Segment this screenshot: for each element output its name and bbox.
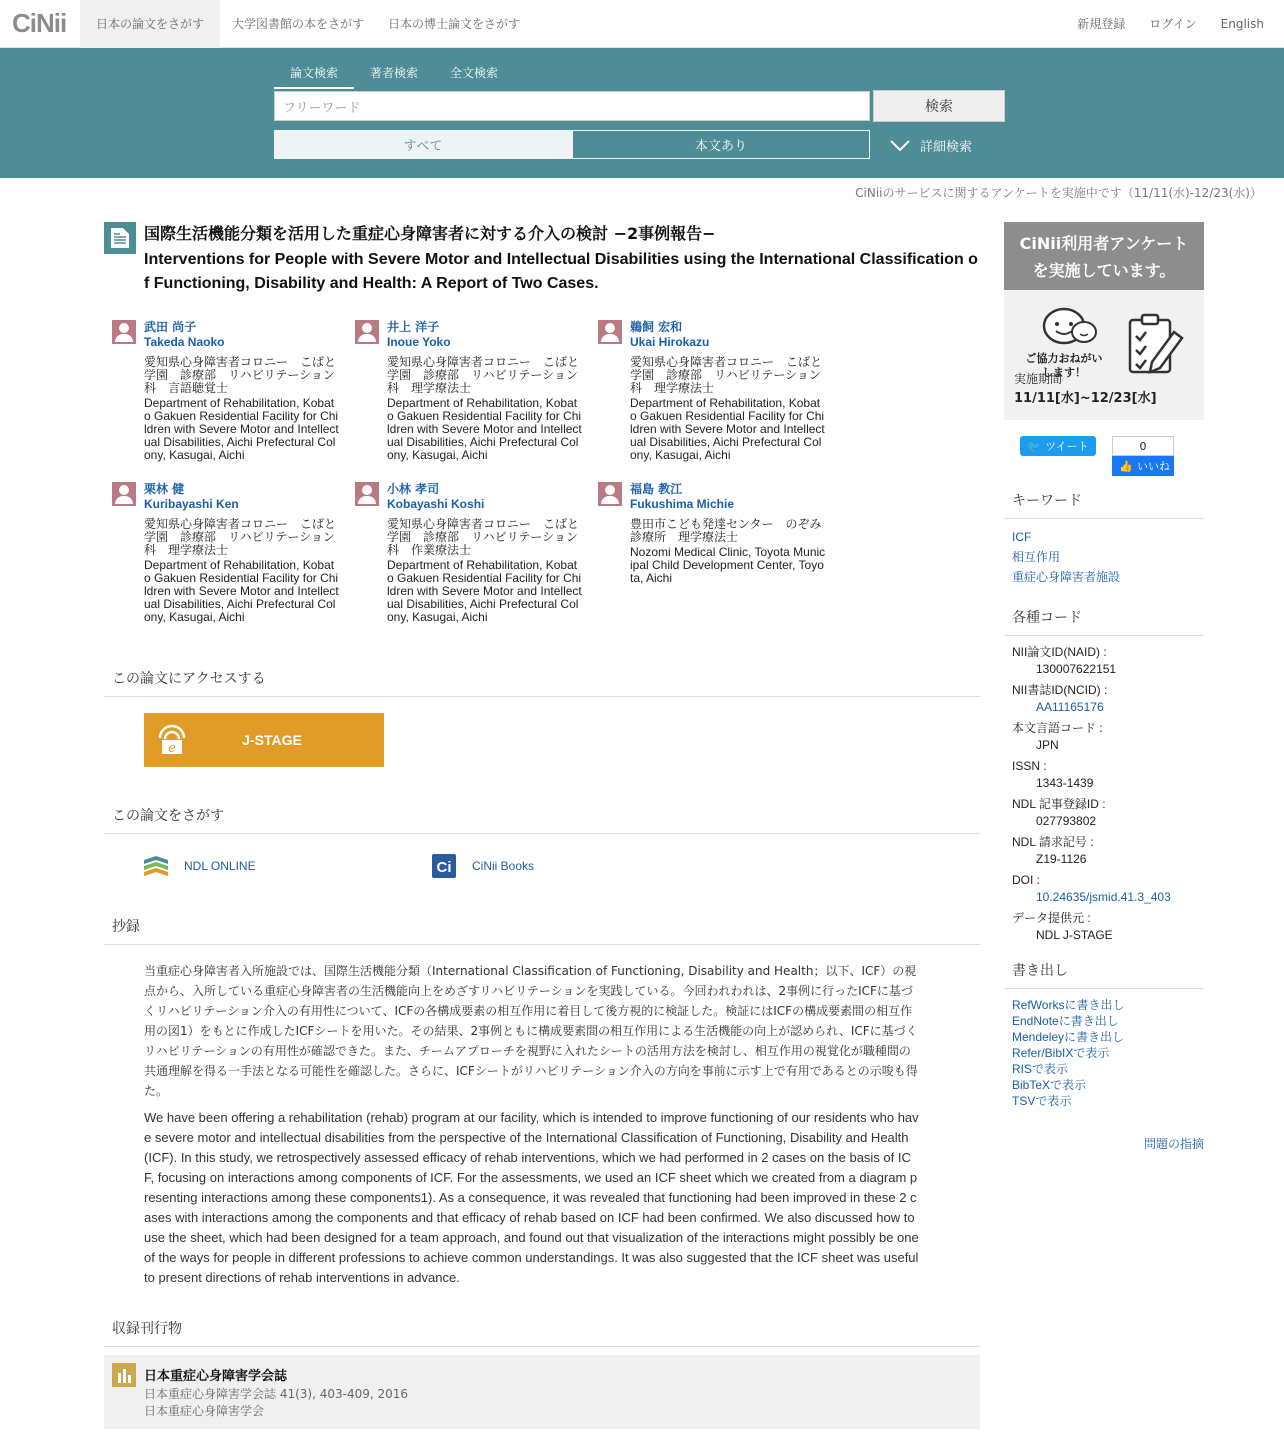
author-name[interactable]: 鵜飼 宏和 — [630, 320, 683, 334]
article-main — [104, 222, 980, 1429]
author-list — [112, 320, 980, 624]
code-value: 1343-1439 — [1036, 776, 1094, 790]
author-name-en[interactable]: Kuribayashi Ken — [144, 497, 239, 511]
code-key: データ提供元 : — [1012, 911, 1091, 925]
abstract-ja: 当重症心身障害者入所施設では、国際生活機能分類（International Classification of Functioning, Disability and Health；以下、ICF）の視点から、入所している重症心身障害者の生活機能向上をめざすリハビリテーションを実践している。今回われわれは、2事例に行ったICFに基づくリハビリテーション介入の有用性について、ICFの各構成要素の相互作用に着目して後方視的に検証した。検証にはICFの構成要素間の相互作用の図1）をもとに作成したICFシートを用いた。その結果、2事例ともに構成要素間の相互作用による生活機能の向上が認められ、ICFに基づくリハビリテーションの有用性が確認できた。また、チームアプローチを視野に入れたシートの活用方法を検討し、相互作用の視覚化が職種間の共通理解を得る一手法となる可能性を確認した。さらに、ICFシートがリハビリテーション介入の方向を事前に示す上で有用であるとの示唆も得た。 — [144, 964, 918, 1098]
export-mendeley[interactable]: Mendeleyに書き出し — [1012, 1030, 1125, 1044]
author-item — [112, 482, 355, 624]
code-key: NDL 請求記号 : — [1012, 835, 1094, 849]
tab-articles[interactable]: 日本の論文をさがす — [80, 0, 220, 48]
author-item — [355, 320, 598, 462]
code-item — [1012, 796, 1204, 830]
advanced-search-toggle[interactable] — [890, 136, 972, 155]
author-name-en[interactable]: Ukai Hirokazu — [630, 335, 710, 349]
search-tab-fulltext[interactable]: 全文検索 — [450, 66, 499, 80]
banner-line2: を実施しています。 — [1032, 261, 1176, 280]
export-refworks[interactable]: RefWorksに書き出し — [1012, 998, 1125, 1012]
search-band — [0, 48, 1284, 178]
author-affiliation-en: Department of Rehabilitation, Kobato Gakuen Residential Facility for Children with Severe Motor and Intellectual Disabilities, Aichi Prefectural Colony, Kasugai, Aichi — [144, 558, 339, 624]
article-title-ja: 国際生活機能分類を活用した重症心身障害者に対する介入の検討 −2事例報告− — [144, 224, 716, 243]
abstract — [144, 961, 920, 1288]
author-name-en[interactable]: Fukushima Michie — [630, 497, 735, 511]
code-item — [1012, 910, 1204, 944]
code-key: 本文言語コード : — [1012, 721, 1103, 735]
tweet-button[interactable] — [1020, 436, 1096, 456]
code-item — [1012, 872, 1204, 906]
code-item — [1012, 682, 1204, 716]
code-item — [1012, 758, 1204, 792]
avatar — [355, 482, 379, 506]
journal-publisher: 日本重症心身障害学会 — [144, 1404, 265, 1418]
export-endnote[interactable]: EndNoteに書き出し — [1012, 1014, 1119, 1028]
keyword-link[interactable]: 相互作用 — [1012, 550, 1061, 564]
filter-all[interactable]: すべて — [274, 130, 572, 159]
sidebar — [1004, 222, 1204, 1152]
svg-text:e: e — [168, 741, 176, 756]
author-item — [112, 320, 355, 462]
code-key: NDL 記事登録ID : — [1012, 797, 1106, 811]
code-value: NDL J-STAGE — [1036, 928, 1113, 942]
author-name-en[interactable]: Inoue Yoko — [387, 335, 451, 349]
access-heading: この論文にアクセスする — [104, 668, 980, 697]
author-affiliation-en: Department of Rehabilitation, Kobato Gakuen Residential Facility for Children with Severe Motor and Intellectual Disabilities, Aichi Prefectural Colony, Kasugai, Aichi — [387, 558, 582, 624]
author-name[interactable]: 福島 教江 — [630, 482, 683, 496]
keyword-link[interactable]: ICF — [1012, 530, 1032, 544]
export-heading: 書き出し — [1004, 960, 1204, 989]
advanced-search-label: 詳細検索 — [920, 140, 973, 155]
journal-heading: 収録刊行物 — [104, 1318, 980, 1347]
journal-icon — [112, 1363, 136, 1387]
journal-card[interactable] — [104, 1355, 980, 1429]
author-name[interactable]: 井上 洋子 — [387, 320, 440, 334]
like-count: 0 — [1112, 436, 1174, 456]
avatar — [598, 482, 622, 506]
export-refer-bibix[interactable]: Refer/BibIXで表示 — [1012, 1046, 1110, 1060]
avatar — [355, 320, 379, 344]
cinii-books-label: CiNii Books — [472, 859, 535, 873]
avatar — [598, 320, 622, 344]
author-affiliation-en: Department of Rehabilitation, Kobato Gakuen Residential Facility for Children with Severe Motor and Intellectual Disabilities, Aichi Prefectural Colony, Kasugai, Aichi — [630, 396, 825, 462]
avatar — [112, 482, 136, 506]
code-key: NII論文ID(NAID) : — [1012, 645, 1107, 659]
author-item — [598, 320, 841, 462]
author-name[interactable]: 武田 尚子 — [144, 320, 197, 334]
code-value: 027793802 — [1036, 814, 1097, 828]
login-link[interactable]: ログイン — [1149, 17, 1197, 31]
author-affiliation: 愛知県心身障害者コロニー こばと学園 診療部 リハビリテーション科 作業療法士 — [387, 517, 580, 557]
clipboard-icon — [1124, 312, 1188, 376]
jstage-button[interactable] — [144, 713, 384, 767]
cinii-logo[interactable]: CiNii — [12, 8, 67, 38]
author-affiliation: 愛知県心身障害者コロニー こばと学園 診療部 リハビリテーション科 言語聴覚士 — [144, 355, 337, 395]
svg-text:Ci: Ci — [436, 859, 452, 876]
code-key: ISSN : — [1012, 759, 1047, 773]
author-affiliation-en: Nozomi Medical Clinic, Toyota Municipal Child Development Center, Toyota, Aichi — [630, 545, 826, 585]
author-affiliation: 愛知県心身障害者コロニー こばと学園 診療部 リハビリテーション科 理学療法士 — [630, 355, 823, 395]
ndl-online-label: NDL ONLINE — [184, 859, 256, 873]
author-affiliation: 愛知県心身障害者コロニー こばと学園 診療部 リハビリテーション科 理学療法士 — [144, 517, 337, 557]
search-input[interactable]: フリーワード — [274, 91, 870, 121]
banner-period — [1014, 370, 1204, 406]
author-name-en[interactable]: Kobayashi Koshi — [387, 497, 485, 511]
register-link[interactable]: 新規登録 — [1077, 17, 1126, 31]
export-tsv[interactable]: TSVで表示 — [1012, 1094, 1072, 1108]
banner-period-dates: 11/11[水]~12/23[水] — [1014, 391, 1157, 406]
code-value-link[interactable]: AA11165176 — [1036, 700, 1104, 714]
ndl-online-link[interactable] — [144, 854, 432, 878]
journal-title[interactable]: 日本重症心身障害学会誌 — [144, 1369, 288, 1384]
codes-heading: 各種コード — [1004, 607, 1204, 636]
code-key: NII書誌ID(NCID) : — [1012, 683, 1108, 697]
author-name-en[interactable]: Takeda Naoko — [144, 335, 225, 349]
author-affiliation: 豊田市こども発達センター のぞみ診療所 理学療法士 — [630, 517, 822, 544]
cinii-books-icon — [432, 854, 456, 878]
jstage-icon — [156, 724, 188, 756]
author-item — [598, 482, 841, 624]
author-name[interactable]: 小林 孝司 — [387, 482, 440, 496]
filter-fulltext[interactable]: 本文あり — [572, 130, 870, 159]
author-affiliation-en: Department of Rehabilitation, Kobato Gakuen Residential Facility for Children with Severe Motor and Intellectual Disabilities, Aichi Prefectural Colony, Kasugai, Aichi — [387, 396, 582, 462]
banner-bubble: ご協力おねがいします！ — [1025, 352, 1103, 379]
abstract-heading: 抄録 — [104, 916, 980, 945]
abstract-en: We have been offering a rehabilitation (rehab) program at our facility, which is intended to improve functioning of our residents who have severe motor and intellectual disabilities from the perspective of the International Classification of Functioning, Disability and Health (ICF). In this study, we retrospectively assessed efficacy of rehab interventions, which we had performed in 2 cases on the basis of ICF, focusing on interactions among components of ICF. For the assessments, we used an ICF sheet which we created from a diagram presenting interactions among these components1). As a consequence, it was revealed that functioning had been improved in these 2 cases with interactions among the components and that efficacy of rehab based on ICF had been confirmed. We also discussed how to use the sheet, which had been designed for a team approach, and found out that visualization of the interactions might possibly be one of the ways for people in different professions to achieve common understandings. It was also suggested that the ICF sheet was useful to present directions of rehab interventions in advance. — [144, 1110, 919, 1285]
code-value: JPN — [1036, 738, 1059, 752]
top-bar — [0, 0, 1284, 48]
code-value-link[interactable]: 10.24635/jsmid.41.3_403 — [1036, 890, 1171, 904]
avatar — [112, 320, 136, 344]
author-name[interactable]: 栗林 健 — [144, 482, 185, 496]
author-affiliation: 愛知県心身障害者コロニー こばと学園 診療部 リハビリテーション科 理学療法士 — [387, 355, 580, 395]
survey-banner[interactable] — [1004, 222, 1204, 420]
author-affiliation-en: Department of Rehabilitation, Kobato Gakuen Residential Facility for Children with Severe Motor and Intellectual Disabilities, Aichi Prefectural Colony, Kasugai, Aichi — [144, 396, 339, 462]
keyword-link[interactable]: 重症心身障害者施設 — [1012, 570, 1121, 584]
search-button[interactable]: 検索 — [873, 90, 1005, 122]
like-label: いいね — [1137, 460, 1170, 473]
code-item — [1012, 834, 1204, 868]
article-title-en: Interventions for People with Severe Motor and Intellectual Disabilities using the International Classification of Functioning, Disability and Health: A Report of Two Cases. — [144, 251, 978, 292]
english-link[interactable]: English — [1220, 16, 1264, 31]
search-tab-articles[interactable]: 論文検索 — [274, 64, 354, 89]
find-heading: この論文をさがす — [104, 805, 980, 834]
ndl-icon — [144, 854, 168, 878]
code-value: 130007622151 — [1036, 662, 1117, 676]
export-ris[interactable]: RISで表示 — [1012, 1062, 1069, 1076]
code-key: DOI : — [1012, 873, 1041, 887]
export-bibtex[interactable]: BibTeXで表示 — [1012, 1078, 1087, 1092]
banner-period-label: 実施期間 — [1014, 372, 1063, 386]
code-item — [1012, 644, 1204, 678]
facebook-like[interactable] — [1112, 436, 1174, 476]
survey-notice[interactable]: CiNiiのサービスに関するアンケートを実施中です（11/11(水)-12/23(水)） — [855, 186, 1262, 200]
thumbs-up-icon: 👍 — [1119, 459, 1133, 473]
twitter-icon: 🐦 — [1027, 439, 1042, 453]
code-value: Z19-1126 — [1036, 852, 1087, 866]
search-tab-authors[interactable]: 著者検索 — [370, 66, 419, 80]
article-icon — [104, 222, 136, 254]
author-item — [355, 482, 598, 624]
chevron-down-icon — [890, 140, 910, 152]
report-issue-link[interactable]: 問題の指摘 — [1143, 1137, 1204, 1151]
tweet-label: ツイート — [1045, 440, 1089, 453]
code-item — [1012, 720, 1204, 754]
banner-line1: CiNii利用者アンケート — [1019, 234, 1189, 253]
tab-books[interactable]: 大学図書館の本をさがす — [232, 17, 365, 31]
journal-citation: 日本重症心身障害学会誌 41(3), 403-409, 2016 — [144, 1387, 409, 1401]
cinii-books-link[interactable] — [432, 854, 720, 878]
jstage-label: J-STAGE — [242, 732, 302, 748]
keywords-heading: キーワード — [1004, 490, 1204, 519]
tab-dissertations[interactable]: 日本の博士論文をさがす — [388, 17, 521, 31]
